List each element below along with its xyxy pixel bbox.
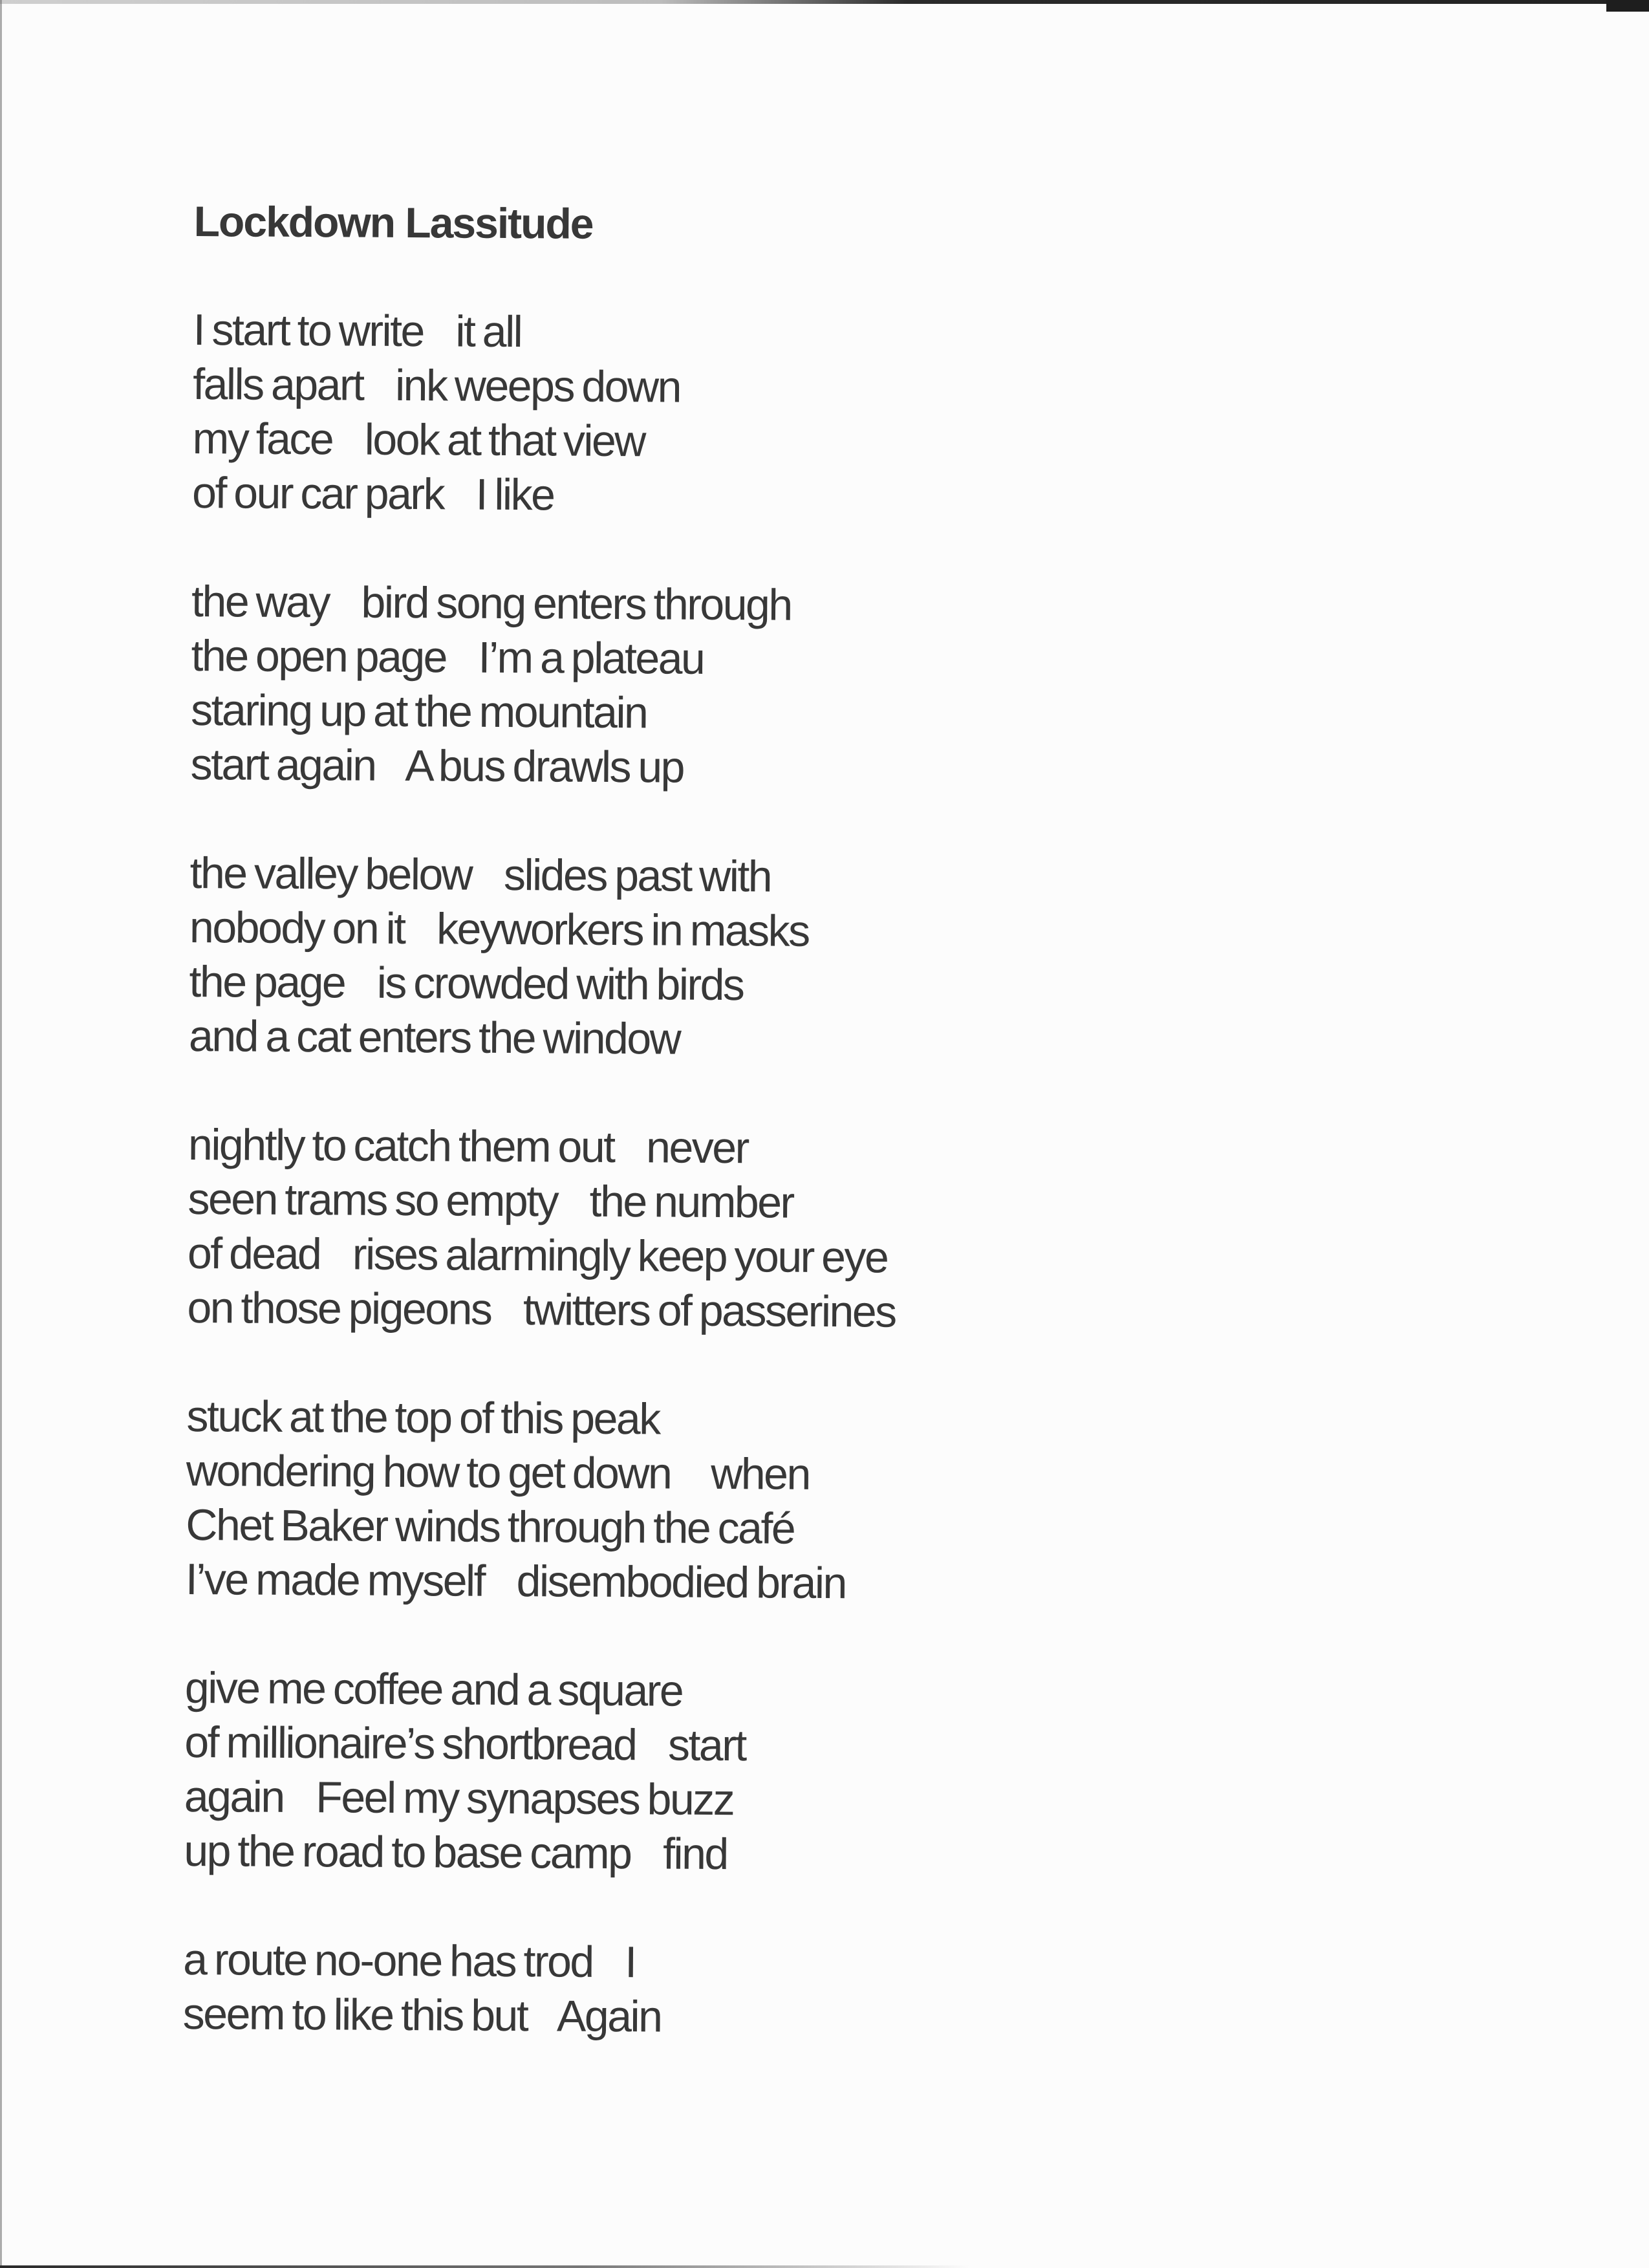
- poem-line: of dead rises alarmingly keep your eye: [187, 1228, 888, 1282]
- poem-line: falls apart ink weeps down: [192, 359, 681, 412]
- poem-line: Chet Baker winds through the café: [186, 1500, 795, 1553]
- poem-line: my face look at that view: [192, 413, 645, 466]
- poem-title: Lockdown Lassitude: [193, 197, 593, 248]
- poem-line: a route no-one has trod I: [183, 1934, 636, 1987]
- poem-line: seen trams so empty the number: [188, 1174, 793, 1227]
- stanza-2: [190, 574, 1420, 799]
- stanza-7: [183, 1932, 1412, 2049]
- poem-line: again Feel my synapses buzz: [184, 1771, 734, 1825]
- stanza-6: [184, 1661, 1414, 1886]
- poem-line: the way bird song enters through: [191, 576, 792, 630]
- scan-edge-bottom: [0, 2265, 970, 2268]
- poem-line: start again A bus drawls up: [190, 739, 684, 792]
- poem-line: the page is crowded with birds: [189, 956, 744, 1010]
- poem-line: give me coffee and a square: [184, 1663, 683, 1716]
- poem-line: seem to like this but Again: [182, 1989, 662, 2042]
- poem-line: staring up at the mountain: [190, 685, 647, 738]
- poem-line: on those pigeons twitters of passerines: [187, 1282, 896, 1337]
- scan-corner-mark: [1606, 0, 1649, 12]
- poem-line: the valley below slides past with: [189, 848, 771, 902]
- scan-edge-top: [0, 0, 1649, 4]
- poem-page: [182, 194, 1423, 2103]
- poem-line: nobody on it keyworkers in masks: [189, 902, 809, 956]
- poem-line: stuck at the top of this peak: [186, 1391, 660, 1444]
- stanza-4: [187, 1118, 1417, 1343]
- stanza-5: [186, 1389, 1416, 1614]
- poem-line: I’ve made myself disembodied brain: [185, 1554, 846, 1608]
- poem-line: of millionaire’s shortbread start: [184, 1717, 746, 1771]
- scan-edge-left: [0, 0, 2, 2268]
- stanza-3: [189, 846, 1419, 1071]
- poem-line: I start to write it all: [193, 305, 522, 357]
- poem-line: nightly to catch them out never: [188, 1119, 748, 1173]
- poem-line: up the road to base camp find: [184, 1826, 727, 1879]
- poem-line: wondering how to get down when: [186, 1445, 810, 1499]
- poem-line: the open page I’m a plateau: [191, 631, 704, 684]
- poem-line: of our car park I like: [191, 468, 554, 520]
- stanza-1: [192, 303, 1422, 528]
- poem-line: and a cat enters the window: [188, 1011, 680, 1064]
